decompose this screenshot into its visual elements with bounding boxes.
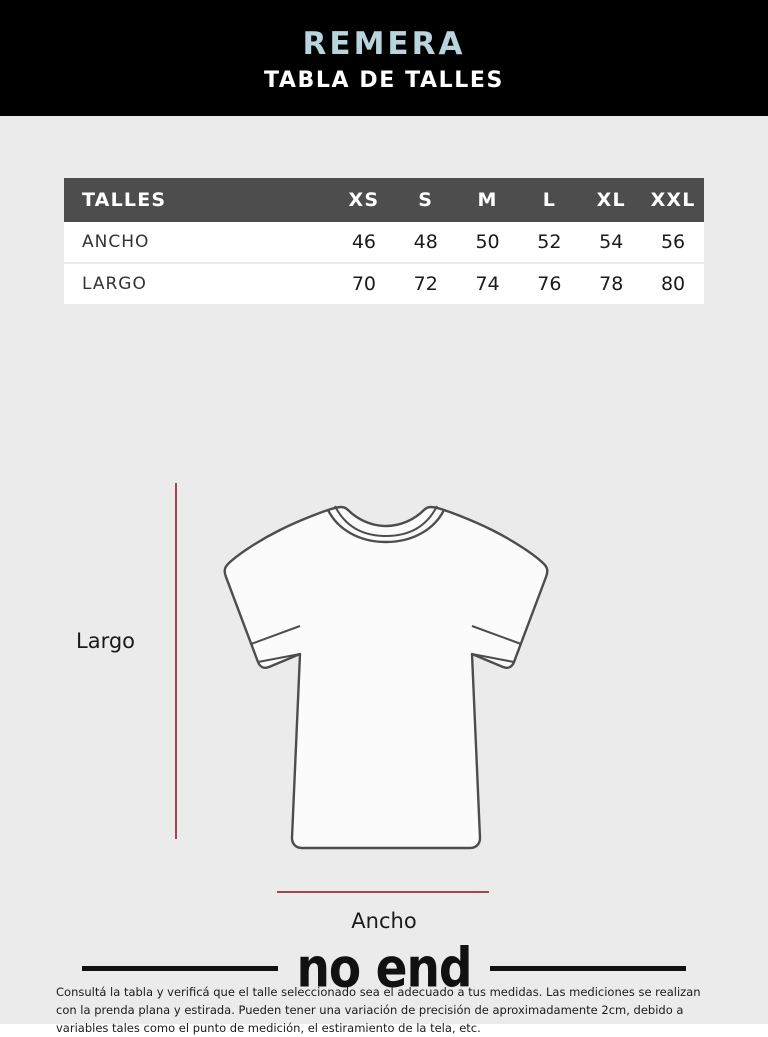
row-label-largo: LARGO <box>64 263 333 304</box>
brand-footer <box>0 938 768 998</box>
largo-xxl: 80 <box>642 263 704 304</box>
largo-xl: 78 <box>580 263 642 304</box>
brand-logo: no end <box>296 936 472 1000</box>
ancho-l: 52 <box>518 222 580 263</box>
table-header-row <box>64 178 704 222</box>
largo-l: 76 <box>518 263 580 304</box>
table-header-size-l: L <box>518 178 580 222</box>
brand-rule-left <box>82 966 278 971</box>
size-table <box>64 178 704 304</box>
size-table-container <box>64 178 704 304</box>
ancho-measure-line <box>277 891 489 893</box>
ancho-m: 50 <box>457 222 519 263</box>
row-label-ancho: ANCHO <box>64 222 333 263</box>
table-header-size-s: S <box>395 178 457 222</box>
table-row <box>64 222 704 263</box>
table-header-size-xs: XS <box>333 178 395 222</box>
table-header-size-xxl: XXL <box>642 178 704 222</box>
largo-label: Largo <box>76 629 136 653</box>
ancho-label: Ancho <box>351 909 417 933</box>
page-body <box>0 116 768 1035</box>
size-table-head <box>64 178 704 222</box>
size-table-body <box>64 222 704 304</box>
table-header-talles: TALLES <box>64 178 333 222</box>
tshirt-illustration <box>196 466 576 866</box>
largo-measure-line <box>175 483 177 839</box>
table-header-size-xl: XL <box>580 178 642 222</box>
brand-rule-right <box>490 966 686 971</box>
largo-xs: 70 <box>333 263 395 304</box>
largo-s: 72 <box>395 263 457 304</box>
footnote-text: Consultá la tabla y verificá que el talle seleccionado sea el adecuado a tus medidas. Las mediciones se realizan con la prenda plana y estirada. Pueden tener una variación de precisión de aproximadamente 2cm, debido a variables tales como el punto de medición, el estiramiento de la tela, etc. <box>56 985 701 1035</box>
table-row <box>64 263 704 304</box>
table-header-size-m: M <box>457 178 519 222</box>
ancho-s: 48 <box>395 222 457 263</box>
ancho-xs: 46 <box>333 222 395 263</box>
page-title: REMERA <box>302 25 466 62</box>
page-subtitle: TABLA DE TALLES <box>264 68 504 94</box>
largo-m: 74 <box>457 263 519 304</box>
page-header <box>0 0 768 116</box>
ancho-xxl: 56 <box>642 222 704 263</box>
ancho-xl: 54 <box>580 222 642 263</box>
